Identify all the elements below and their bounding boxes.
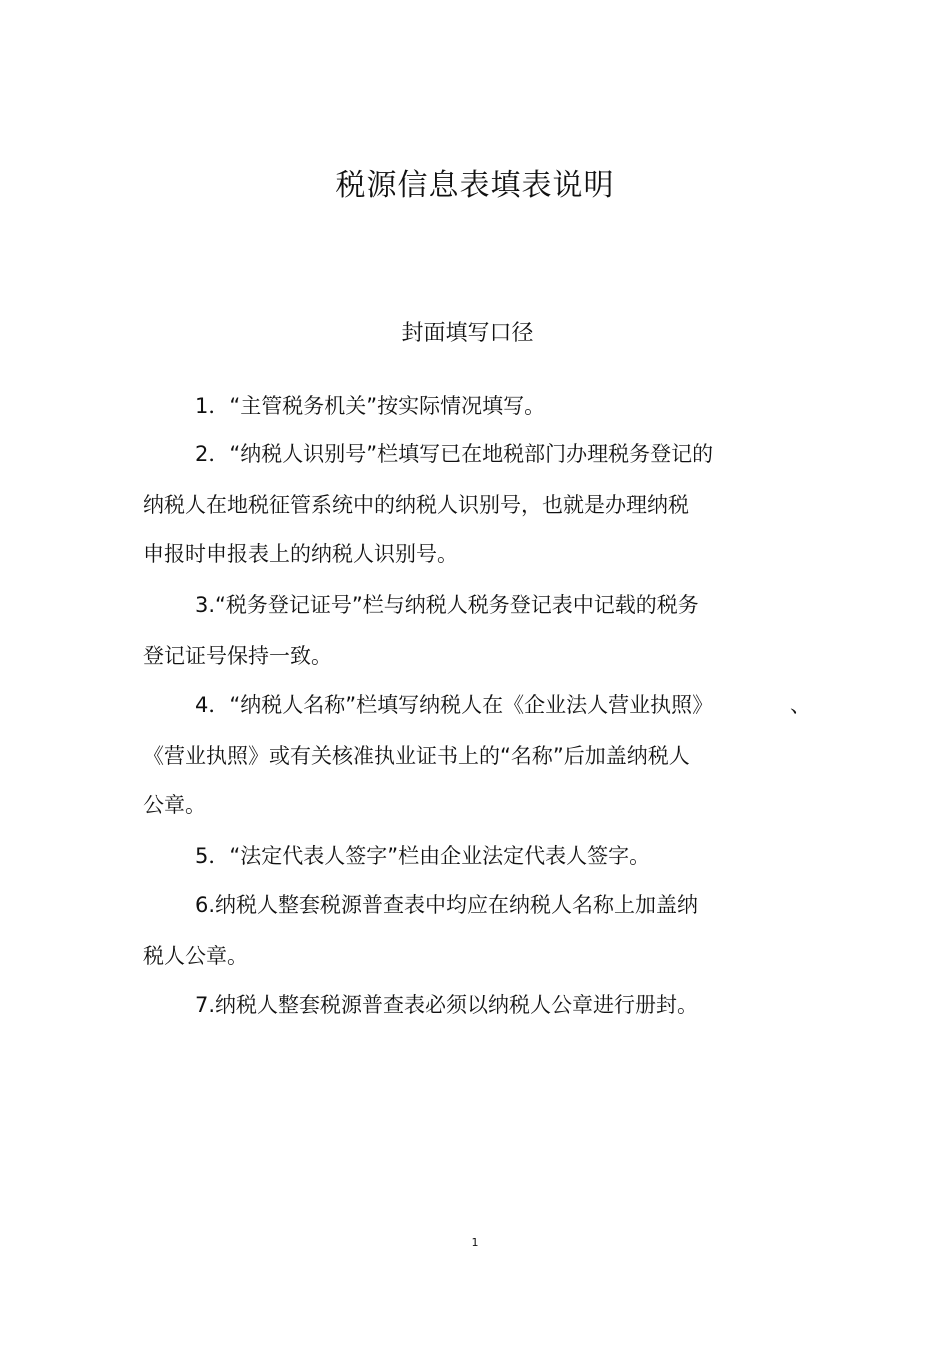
item-2-line-2: 纳税人在地税征管系统中的纳税人识别号，也就是办理纳税 — [143, 493, 689, 517]
item-4-separator: 、 — [790, 693, 811, 717]
document-title: 税源信息表填表说明 — [335, 168, 615, 203]
item-4-line-2: 《营业执照》或有关核准执业证书上的“名称”后加盖纳税人 — [143, 744, 690, 768]
item-3-line-1: 3.“税务登记证号”栏与纳税人税务登记表中记载的税务 — [195, 593, 699, 617]
item-4-line-1: 4．“纳税人名称”栏填写纳税人在《企业法人营业执照》 — [195, 693, 714, 717]
section-title: 封面填写口径 — [401, 321, 534, 346]
item-2-line-1: 2．“纳税人识别号”栏填写已在地税部门办理税务登记的 — [195, 442, 714, 466]
item-7-line-1: 7.纳税人整套税源普查表必须以纳税人公章进行册封。 — [195, 993, 699, 1017]
item-4-line-3: 公章。 — [143, 793, 206, 817]
item-2-line-3: 申报时申报表上的纳税人识别号。 — [143, 542, 458, 566]
item-1-line-1: 1．“主管税务机关”按实际情况填写。 — [195, 394, 546, 418]
item-6-line-2: 税人公章。 — [143, 944, 248, 968]
item-5-line-1: 5．“法定代表人签字”栏由企业法定代表人签字。 — [195, 844, 651, 868]
page-number: 1 — [471, 1236, 479, 1249]
item-6-line-1: 6.纳税人整套税源普查表中均应在纳税人名称上加盖纳 — [195, 893, 699, 917]
item-3-line-2: 登记证号保持一致。 — [143, 644, 332, 668]
